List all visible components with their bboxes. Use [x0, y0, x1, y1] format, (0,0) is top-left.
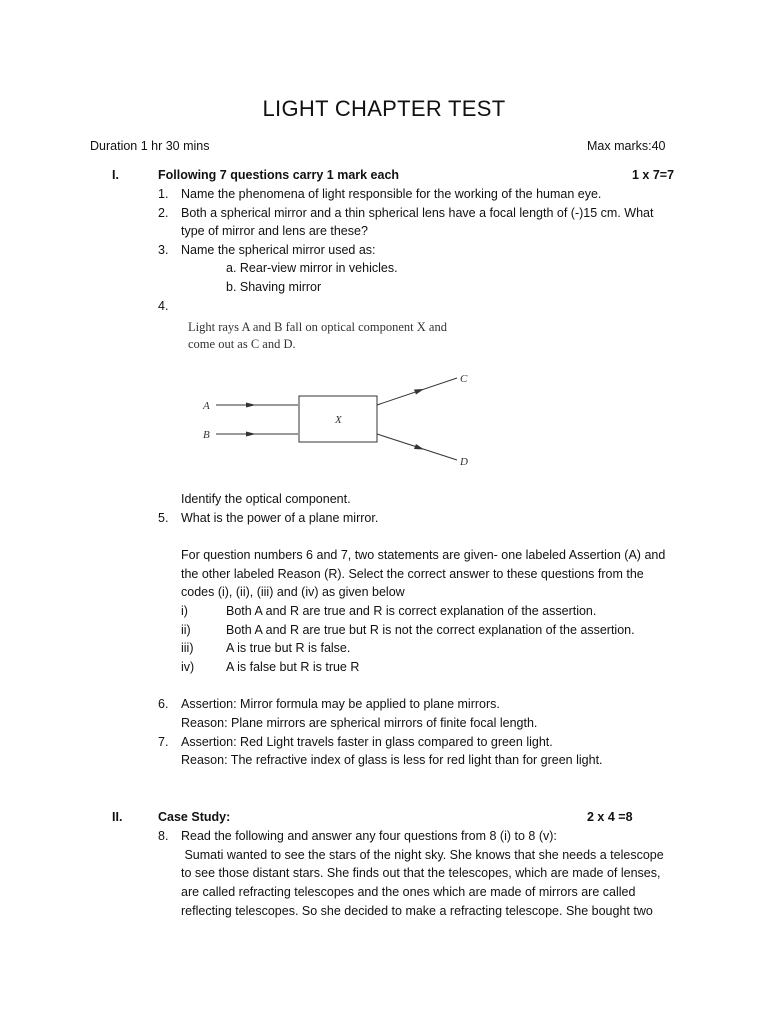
- case-study-line: are called refracting telescopes and the ones which are made of mirrors are called: [181, 885, 636, 899]
- q4-figure-caption-line-2: come out as C and D.: [188, 337, 296, 351]
- code-number: ii): [181, 623, 191, 637]
- max-marks: Max marks:40: [587, 139, 666, 153]
- assertion-reason-intro-line-1: For question numbers 6 and 7, two statements are given- one labeled Assertion (A) and: [181, 548, 666, 562]
- code-number: iii): [181, 641, 194, 655]
- q6-reason: Reason: Plane mirrors are spherical mirrors of finite focal length.: [181, 716, 538, 730]
- q8-intro: Read the following and answer any four questions from 8 (i) to 8 (v):: [181, 829, 557, 843]
- section-1-number: I.: [112, 168, 119, 182]
- component-x-label: X: [335, 414, 342, 426]
- ray-b-label: B: [203, 429, 210, 441]
- code-text: Both A and R are true and R is correct explanation of the assertion.: [226, 604, 597, 618]
- q3-number: 3.: [158, 243, 169, 257]
- code-number: i): [181, 604, 188, 618]
- code-number: iv): [181, 660, 195, 674]
- ray-d-arrowhead: [414, 444, 424, 450]
- q1-number: 1.: [158, 187, 169, 201]
- section-1-heading: Following 7 questions carry 1 mark each: [158, 168, 400, 182]
- q1-text: Name the phenomena of light responsible for the working of the human eye.: [181, 187, 602, 201]
- ray-a-arrowhead: [246, 403, 256, 408]
- q2-line-2: type of mirror and lens are these?: [181, 224, 368, 238]
- q2-line-1: Both a spherical mirror and a thin spherical lens have a focal length of (-)15 cm. What: [181, 206, 654, 220]
- q7-assertion: Assertion: Red Light travels faster in glass compared to green light.: [181, 735, 553, 749]
- q6-number: 6.: [158, 697, 169, 711]
- page-title: LIGHT CHAPTER TEST: [262, 96, 506, 121]
- section-1-marks: 1 x 7=7: [632, 168, 675, 182]
- q4-number: 4.: [158, 299, 169, 313]
- duration: Duration 1 hr 30 mins: [90, 139, 210, 153]
- assertion-reason-intro-line-3: codes (i), (ii), (iii) and (iv) as given below: [181, 585, 405, 599]
- section-2-number: II.: [112, 810, 123, 824]
- q2-number: 2.: [158, 206, 169, 220]
- q7-reason: Reason: The refractive index of glass is less for red light than for green light.: [181, 753, 603, 767]
- ray-d-label: D: [460, 456, 468, 468]
- case-study-line: to see those distant stars. She finds out that the telescopes, which are made of lenses,: [181, 866, 661, 880]
- q3-option-b: b. Shaving mirror: [226, 280, 322, 294]
- q4-figure-caption-line-1: Light rays A and B fall on optical component X and: [188, 320, 447, 334]
- optical-component-diagram: [190, 365, 490, 475]
- ray-b-arrowhead: [246, 432, 256, 437]
- q8-number: 8.: [158, 829, 169, 843]
- q4-question: Identify the optical component.: [181, 492, 351, 506]
- ray-a-label: A: [203, 400, 210, 412]
- case-study-line: Sumati wanted to see the stars of the night sky. She knows that she needs a telescope: [181, 848, 664, 862]
- code-text: A is true but R is false.: [226, 641, 351, 655]
- code-text: Both A and R are true but R is not the correct explanation of the assertion.: [226, 623, 635, 637]
- q5-number: 5.: [158, 511, 169, 525]
- q3-option-a: a. Rear-view mirror in vehicles.: [226, 261, 398, 275]
- ray-c-arrowhead: [414, 389, 424, 395]
- code-text: A is false but R is true R: [226, 660, 360, 674]
- section-2-marks: 2 x 4 =8: [587, 810, 633, 824]
- q3-text: Name the spherical mirror used as:: [181, 243, 376, 257]
- q6-assertion: Assertion: Mirror formula may be applied to plane mirrors.: [181, 697, 500, 711]
- section-2-heading: Case Study:: [158, 810, 231, 824]
- assertion-reason-intro-line-2: the other labeled Reason (R). Select the correct answer to these questions from the: [181, 567, 644, 581]
- q5-text: What is the power of a plane mirror.: [181, 511, 379, 525]
- case-study-line: reflecting telescopes. So she decided to make a refracting telescope. She bought two: [181, 904, 653, 918]
- ray-c-label: C: [460, 373, 468, 385]
- q7-number: 7.: [158, 735, 169, 749]
